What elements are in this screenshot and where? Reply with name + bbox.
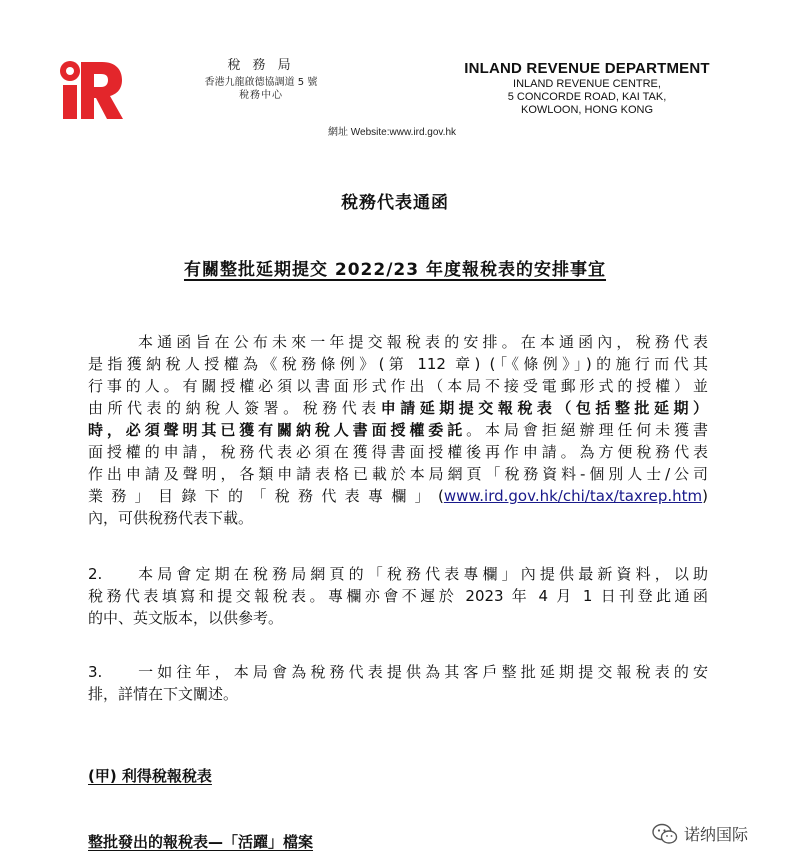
paragraph-line	[88, 419, 708, 441]
bold-declaration: 時，必須聲明其已獲有關納稅人書面授權委託	[88, 421, 467, 439]
text-segment: 由所代表的納稅人簽署。稅務代表	[88, 399, 381, 417]
paragraph-line	[88, 661, 708, 683]
website-line: 網址 Website:www.ird.gov.hk	[328, 127, 457, 138]
paragraph-number: 3.	[88, 663, 103, 681]
section-b-heading: 整批發出的報稅表—「活躍」檔案	[88, 833, 314, 851]
wechat-icon	[652, 823, 678, 845]
watermark-text: 诺纳国际	[684, 825, 749, 844]
section-a-heading: (甲) 利得稅報稅表	[88, 767, 212, 785]
subject-text: 有關整批延期提交 2022/23 年度報稅表的安排事宜	[183, 260, 607, 280]
paragraph-line: 是指獲納稅人授權為《稅務條例》(第 112 章) (「《條例》」)的施行而代其	[88, 355, 708, 373]
taxrep-link[interactable]: www.ird.gov.hk/chi/tax/taxrep.htm	[443, 487, 703, 505]
paragraph-line	[88, 397, 708, 419]
cn-header	[186, 58, 336, 102]
paragraph-line: 作出申請及聲明，各類申請表格已載於本局網頁「稅務資料-個別人士/公司	[88, 465, 708, 483]
bold-declaration: 申請延期提交報稅表（包括整批延期）	[380, 399, 708, 417]
text-segment: )	[702, 487, 708, 505]
watermark	[648, 820, 752, 847]
en-address-line-1: 5 CONCORDE ROAD, KAI TAK,	[507, 91, 667, 103]
cn-address: 香港九龍啟德協調道 5 號	[204, 77, 318, 88]
paragraph-line: 行事的人。有關授權必須以書面形式作出（本局不接受電郵形式的授權）並	[88, 377, 708, 395]
text-segment: 業務」目錄下的「稅務代表專欄」(	[88, 487, 444, 505]
paragraph-line	[88, 563, 708, 585]
paragraph-line: 本通函旨在公布未來一年提交報稅表的安排。在本通函內，稅務代表	[138, 333, 708, 351]
paragraph-1	[88, 331, 708, 529]
paragraph-line: 排，詳情在下文闡述。	[88, 685, 239, 703]
text-segment: 。本局會拒絕辦理任何未獲書	[466, 421, 708, 439]
text-segment: 一如往年，本局會為稅務代表提供為其客戶整批延期提交報稅表的安	[134, 663, 708, 681]
cn-department-name: 稅 務 局	[227, 58, 295, 73]
paragraph-line: 稅務代表填寫和提交報稅表。專欄亦會不遲於 2023 年 4 月 1 日刊登此通函	[88, 587, 708, 605]
paragraph-line	[88, 485, 708, 507]
text-segment: 本局會定期在稅務局網頁的「稅務代表專欄」內提供最新資料，以助	[134, 565, 708, 583]
cn-centre: 稅務中心	[239, 90, 283, 101]
en-centre: INLAND REVENUE CENTRE,	[513, 78, 661, 90]
notice-title: 稅務代表通函	[341, 193, 449, 213]
paragraph-3	[88, 661, 708, 705]
en-department-name: INLAND REVENUE DEPARTMENT	[464, 60, 710, 77]
paragraph-2	[88, 563, 708, 629]
subject-heading	[0, 255, 790, 280]
en-address-line-2: KOWLOON, HONG KONG	[520, 104, 653, 116]
ird-logo-icon	[58, 60, 124, 120]
paragraph-line: 的中、英文版本，以供參考。	[88, 609, 284, 627]
en-header	[452, 60, 722, 117]
paragraph-line: 內，可供稅務代表下載。	[88, 509, 254, 527]
paragraph-number: 2.	[88, 565, 103, 583]
paragraph-line: 面授權的申請，稅務代表必須在獲得書面授權後再作申請。為方便稅務代表	[88, 443, 708, 461]
